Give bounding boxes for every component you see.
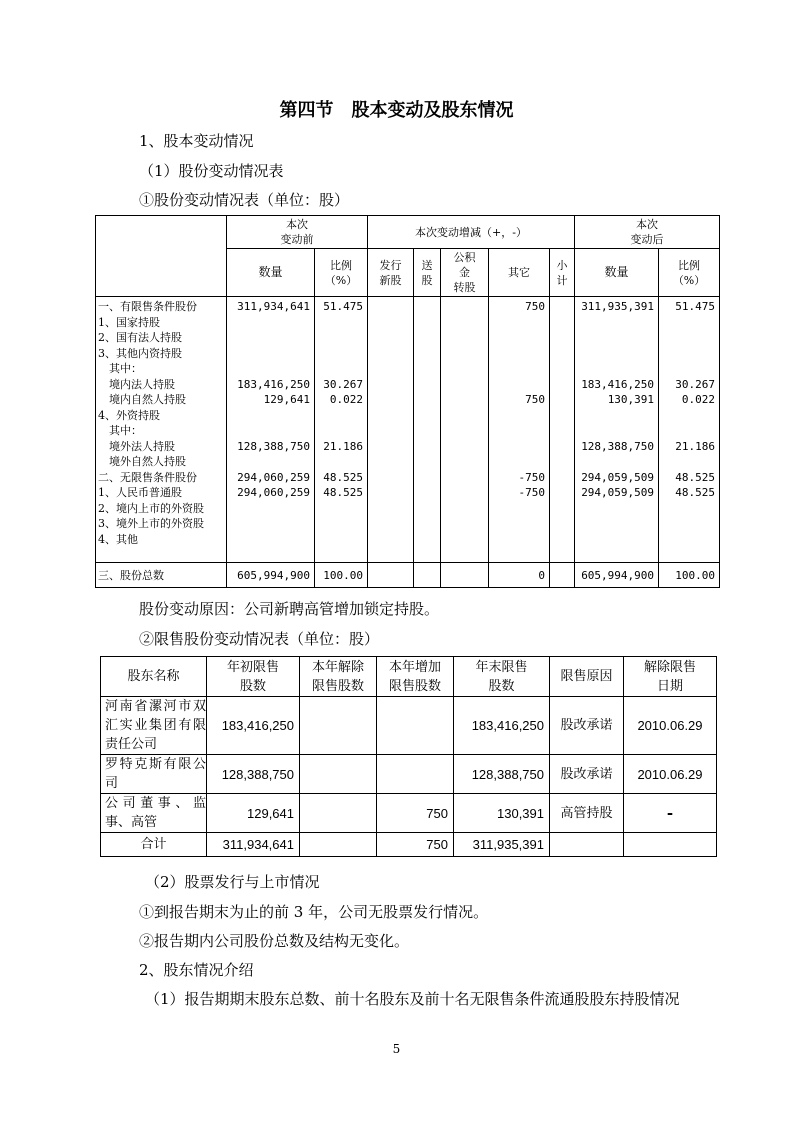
after-ratio-value [659,516,715,532]
before-ratio-value: 30.267 [323,377,363,391]
total-end: 311,935,391 [454,833,550,857]
total-after-qty: 605,994,900 [575,563,659,588]
row-label: 境外自然人持股 [98,455,186,468]
after-ratio-value: 48.525 [675,470,716,484]
before-ratio-value: 48.525 [323,470,363,484]
header-other: 其它 [489,249,550,297]
before-qty-value: 183,416,250 [237,377,310,391]
other-value [489,315,545,331]
header-blank [96,216,227,297]
before-ratio-value [315,532,363,548]
total-before-ratio: 100.00 [315,563,368,588]
row-start: 128,388,750 [207,755,300,794]
header-new-issue: 发行 新股 [368,249,414,297]
other-value: -750 [518,486,545,499]
before-qty-value [227,501,310,517]
before-ratio-value: 51.475 [323,300,363,313]
heading-shareholder-count: （1）报告期期末股东总数、前十名股东及前十名无限售条件流通股股东持股情况 [145,990,680,1008]
after-qty-value [575,454,654,470]
row-label: 境外法人持股 [98,439,175,453]
other-value [489,408,545,424]
after-qty-value [575,315,654,331]
row-label: 3、境外上市的外资股 [98,517,204,530]
change-reason: 股份变动原因：公司新聘高管增加锁定持股。 [139,600,440,618]
paragraph-no-issuance: ①到报告期末为止的前 3 年，公司无股票发行情况。 [139,903,489,921]
after-qty-value: 128,388,750 [581,439,655,453]
after-ratio-value [659,532,715,548]
other-value [489,423,545,439]
header-after: 本次 变动后 [575,216,720,249]
other-value [489,532,545,548]
row-label: 境内法人持股 [98,377,175,391]
row-released [300,794,377,833]
other-value: 750 [525,300,545,313]
row-label: 4、其他 [98,532,138,546]
row-label: 1、人民币普通股 [98,486,182,499]
page-number: 5 [392,1042,401,1056]
heading-share-capital-change: 1、股本变动情况 [139,132,254,150]
row-label: 4、外资持股 [98,408,160,422]
heading-issuance: （2）股票发行与上市情况 [145,873,320,891]
heading-shareholders: 2、股东情况介绍 [139,961,254,979]
before-qty-value [227,516,310,532]
before-qty-value [227,330,310,346]
before-ratio-value [315,361,363,377]
before-ratio-value: 0.022 [329,393,363,406]
before-qty-value: 294,060,259 [237,470,310,484]
before-ratio-value [315,423,363,439]
other-value: 750 [525,393,545,406]
th-shareholder: 股东名称 [101,657,207,697]
total-reason [550,833,624,857]
after-qty-value [575,516,654,532]
row-released [300,697,377,755]
th-reason: 限售原因 [550,657,624,697]
row-name: 公司董事、监事、高管 [101,794,207,833]
after-ratio-cell [659,297,720,563]
header-after-qty: 数量 [575,249,659,297]
before-qty-value: 128,388,750 [237,439,310,453]
before-qty-value: 311,934,641 [237,300,310,313]
after-qty-value: 294,059,509 [581,486,655,499]
after-qty-value: 183,416,250 [581,377,655,391]
total-released [300,833,377,857]
row-name: 罗特克斯有限公司 [101,755,207,794]
before-ratio-value: 21.186 [323,439,363,453]
before-qty-value [227,361,310,377]
header-before-ratio: 比例 （%） [315,249,368,297]
table2-total-row [101,833,717,857]
row-label: 3、其他内资持股 [98,346,182,360]
bonus-cell [414,297,441,563]
row-date: - [624,794,717,833]
after-ratio-value [659,454,715,470]
after-ratio-value [659,315,715,331]
caption-table-1: ①股份变动情况表（单位：股） [139,191,350,209]
before-ratio-value [315,315,363,331]
after-ratio-value [659,330,715,346]
before-qty-value [227,315,310,331]
header-after-ratio: 比例 （%） [659,249,720,297]
header-before-qty: 数量 [227,249,315,297]
after-qty-value [575,501,654,517]
after-ratio-value: 0.022 [681,393,716,406]
row-reason: 股改承诺 [550,697,624,755]
row-label: 2、境内上市的外资股 [98,501,204,515]
total-added: 750 [377,833,454,857]
before-ratio-value [315,501,363,517]
th-released: 本年解除 限售股数 [300,657,377,697]
restricted-shares-table [100,656,717,857]
after-ratio-value [659,501,715,517]
other-value [489,454,545,470]
section-title: 第四节 股本变动及股东情况 [279,100,514,121]
before-qty-value [227,423,310,439]
before-ratio-value: 48.525 [323,486,363,499]
after-qty-value [575,330,654,346]
after-qty-value [575,346,654,362]
other-value: -750 [518,470,545,484]
after-qty-cell [575,297,659,563]
row-released [300,755,377,794]
total-row [96,563,720,588]
table-row [101,697,717,755]
after-ratio-value [659,361,715,377]
other-value [489,361,545,377]
other-cell [489,297,550,563]
other-value [489,330,545,346]
after-qty-value: 294,059,509 [581,470,655,484]
other-value [489,346,545,362]
row-end: 183,416,250 [454,697,550,755]
after-qty-value [575,408,654,424]
after-ratio-value [659,423,715,439]
table-row [101,794,717,833]
after-qty-value [575,532,654,548]
row-date: 2010.06.29 [624,755,717,794]
row-end: 130,391 [454,794,550,833]
header-bonus: 送 股 [414,249,441,297]
after-ratio-value: 48.525 [675,486,716,499]
before-qty-cell [227,297,315,563]
before-ratio-value [315,516,363,532]
before-qty-value: 129,641 [263,393,310,406]
other-value [489,439,545,455]
subtotal-cell [550,297,575,563]
after-ratio-value: 21.186 [675,439,716,453]
row-label: 1、国家持股 [98,315,160,329]
row-added [377,697,454,755]
row-date: 2010.06.29 [624,697,717,755]
th-date: 解除限售 日期 [624,657,717,697]
total-other: 0 [489,563,550,588]
share-change-table [95,215,720,588]
total-after-ratio: 100.00 [659,563,720,588]
header-subtotal: 小 计 [550,249,575,297]
other-value [489,501,545,517]
before-qty-value: 294,060,259 [237,486,310,499]
total-start: 311,934,641 [207,833,300,857]
after-qty-value: 311,935,391 [581,300,655,313]
before-ratio-value [315,346,363,362]
total-name: 合计 [101,833,207,857]
th-start: 年初限售 股数 [207,657,300,697]
th-end: 年末限售 股数 [454,657,550,697]
total-date [624,833,717,857]
before-ratio-value [315,454,363,470]
table2-header-row [101,657,717,697]
after-qty-value [575,361,654,377]
before-qty-value [227,532,310,548]
header-before: 本次 变动前 [227,216,368,249]
after-ratio-value: 30.267 [675,377,716,391]
other-value [489,516,545,532]
after-ratio-value [659,408,715,424]
after-qty-value [575,423,654,439]
table-body-row [96,297,720,563]
reserve-cell [441,297,489,563]
row-label: 一、有限售条件股份 [98,300,197,313]
header-reserve: 公积 金 转股 [441,249,489,297]
heading-share-change-table: （1）股份变动情况表 [139,162,284,180]
after-qty-value: 130,391 [607,393,655,406]
row-start: 129,641 [207,794,300,833]
row-added: 750 [377,794,454,833]
before-ratio-value [315,330,363,346]
row-label: 其中： [98,424,142,437]
row-end: 128,388,750 [454,755,550,794]
row-reason: 股改承诺 [550,755,624,794]
row-label: 境内自然人持股 [98,393,186,406]
before-qty-value [227,408,310,424]
before-ratio-value [315,408,363,424]
before-ratio-cell [315,297,368,563]
before-qty-value [227,454,310,470]
header-change: 本次变动增减（+，-） [368,216,575,249]
before-qty-value [227,346,310,362]
labels-cell [96,297,227,563]
paragraph-no-change: ②报告期内公司股份总数及结构无变化。 [139,932,410,950]
row-start: 183,416,250 [207,697,300,755]
after-ratio-value: 51.475 [675,300,716,313]
other-value [489,377,545,393]
row-added [377,755,454,794]
row-name: 河南省漯河市双汇实业集团有限责任公司 [101,697,207,755]
new-issue-cell [368,297,414,563]
total-label: 三、股份总数 [96,563,227,588]
table-row [101,755,717,794]
row-label: 2、国有法人持股 [98,331,182,344]
caption-table-2: ②限售股份变动情况表（单位：股） [139,630,380,648]
th-added: 本年增加 限售股数 [377,657,454,697]
after-ratio-value [659,346,715,362]
row-reason: 高管持股 [550,794,624,833]
row-label: 其中： [98,362,142,375]
row-label: 二、无限售条件股份 [98,470,197,484]
total-before-qty: 605,994,900 [227,563,315,588]
